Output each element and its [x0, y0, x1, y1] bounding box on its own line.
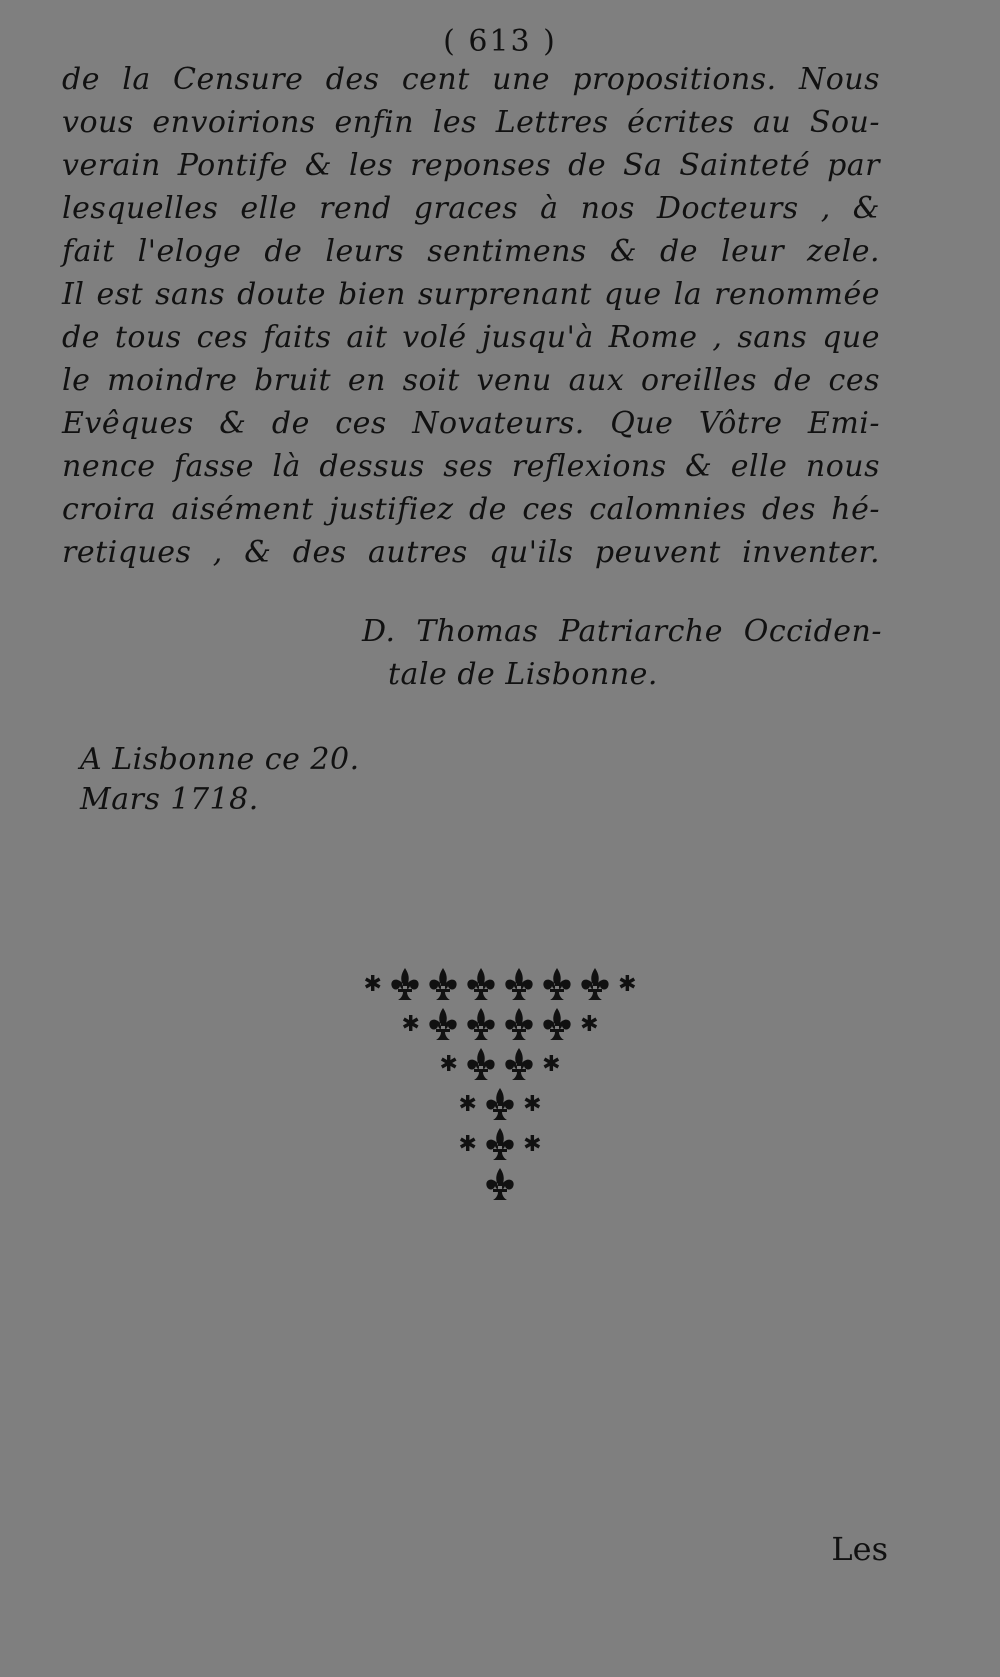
fleur-de-lis-icon — [391, 968, 418, 1000]
fleur-de-lis-icon — [467, 968, 494, 1000]
dateline-line: Mars 1718. — [80, 782, 259, 817]
fleur-de-lis-icon — [505, 1048, 532, 1080]
fleur-de-lis-icon — [486, 1128, 513, 1160]
fleur-de-lis-icon — [467, 1008, 494, 1040]
signature — [362, 610, 882, 696]
text-line: Evêques & de ces Novateurs. Que Vôtre Emi- — [62, 406, 880, 441]
fleur-de-lis-icon — [505, 1008, 532, 1040]
asterisk-icon: ✱ — [363, 972, 382, 997]
text-line: le moindre bruit en soit venu aux oreilles de ces — [62, 363, 880, 398]
asterisk-icon: ✱ — [401, 1012, 420, 1037]
body-text — [62, 58, 880, 574]
fleur-de-lis-icon — [581, 968, 608, 1000]
asterisk-icon: ✱ — [439, 1052, 458, 1077]
text-line: de la Censure des cent une propositions. Nous — [62, 62, 880, 97]
text-line: fait l'eloge de leurs sentimens & de leur zele. — [62, 234, 880, 269]
text-line: Il est sans doute bien surprenant que la renommée — [62, 277, 880, 312]
asterisk-icon: ✱ — [458, 1132, 477, 1157]
asterisk-icon: ✱ — [618, 972, 637, 997]
fleur-de-lis-icon — [467, 1048, 494, 1080]
text-line: vous envoirions enfin les Lettres écrites au Sou- — [62, 105, 880, 140]
signature-line: tale de Lisbonne. — [388, 657, 658, 692]
catchword: Les — [831, 1530, 888, 1568]
fleur-de-lis-icon — [543, 1008, 570, 1040]
text-line: retiques , & des autres qu'ils peuvent inventer. — [62, 535, 880, 570]
text-line: de tous ces faits ait volé jusqu'à Rome , sans que — [62, 320, 880, 355]
dateline-line: A Lisbonne ce 20. — [80, 742, 360, 777]
asterisk-icon: ✱ — [542, 1052, 561, 1077]
asterisk-icon: ✱ — [523, 1132, 542, 1157]
page-number: ( 613 ) — [443, 24, 557, 59]
text-line: lesquelles elle rend graces à nos Docteurs , & — [62, 191, 880, 226]
text-line: nence fasse là dessus ses reflexions & elle nous — [62, 449, 880, 484]
fleur-de-lis-icon — [486, 1088, 513, 1120]
signature-line: D. Thomas Patriarche Occiden- — [362, 614, 882, 649]
text-line: verain Pontife & les reponses de Sa Sainteté par — [62, 148, 880, 183]
fleur-de-lis-icon — [486, 1168, 513, 1200]
asterisk-icon: ✱ — [458, 1092, 477, 1117]
fleur-de-lis-icon — [429, 968, 456, 1000]
asterisk-icon: ✱ — [523, 1092, 542, 1117]
asterisk-icon: ✱ — [580, 1012, 599, 1037]
fleur-de-lis-icon — [543, 968, 570, 1000]
fleur-de-lis-icon — [429, 1008, 456, 1040]
ornament-graphic — [340, 960, 660, 1230]
fleur-de-lis-icon — [505, 968, 532, 1000]
text-line: croira aisément justifiez de ces calomnies des hé- — [62, 492, 880, 527]
fleur-de-lis-ornament — [340, 960, 660, 1230]
dateline — [80, 740, 480, 820]
